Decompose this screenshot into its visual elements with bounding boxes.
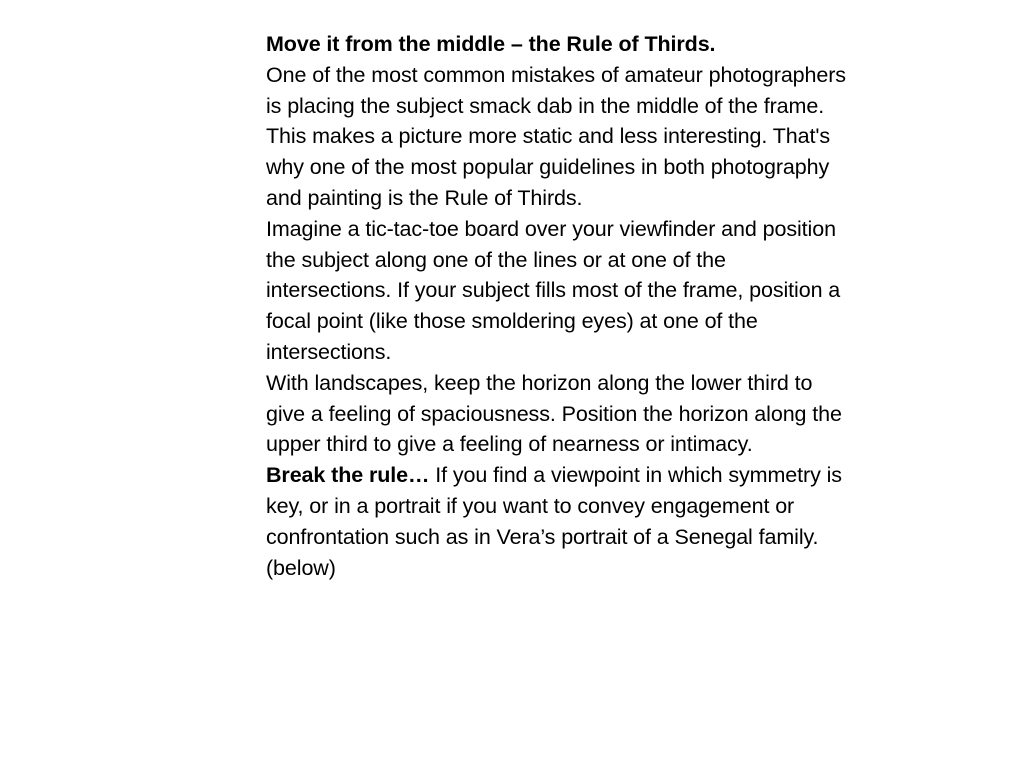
- break-rule-label: Break the rule…: [266, 463, 430, 488]
- paragraph-landscapes: With landscapes, keep the horizon along the lower third to give a feeling of spaciousness. Position the horizon along the upper third to give a feeling of nearness or intimacy.: [266, 370, 842, 457]
- paragraph-break-the-rule: [266, 460, 846, 583]
- slide-heading: Move it from the middle – the Rule of Thirds.: [266, 32, 716, 56]
- break-rule-text: If you find a viewpoint in which symmetry is key, or in a portrait if you want to convey engagement or confrontation such as in Vera’s portrait of a Senegal family. (below): [266, 463, 842, 580]
- slide-text-box: [266, 29, 846, 583]
- paragraph-rule-of-thirds-intro: One of the most common mistakes of amateur photographers is placing the subject smack dab in the middle of the frame. This makes a picture more static and less interesting. That's why one of the most popular guidelines in both photography and painting is the Rule of Thirds.: [266, 62, 846, 210]
- paragraph-tic-tac-toe: Imagine a tic-tac-toe board over your viewfinder and position the subject along one of the lines or at one of the intersections. If your subject fills most of the frame, position a focal point (like those smoldering eyes) at one of the intersections.: [266, 216, 841, 364]
